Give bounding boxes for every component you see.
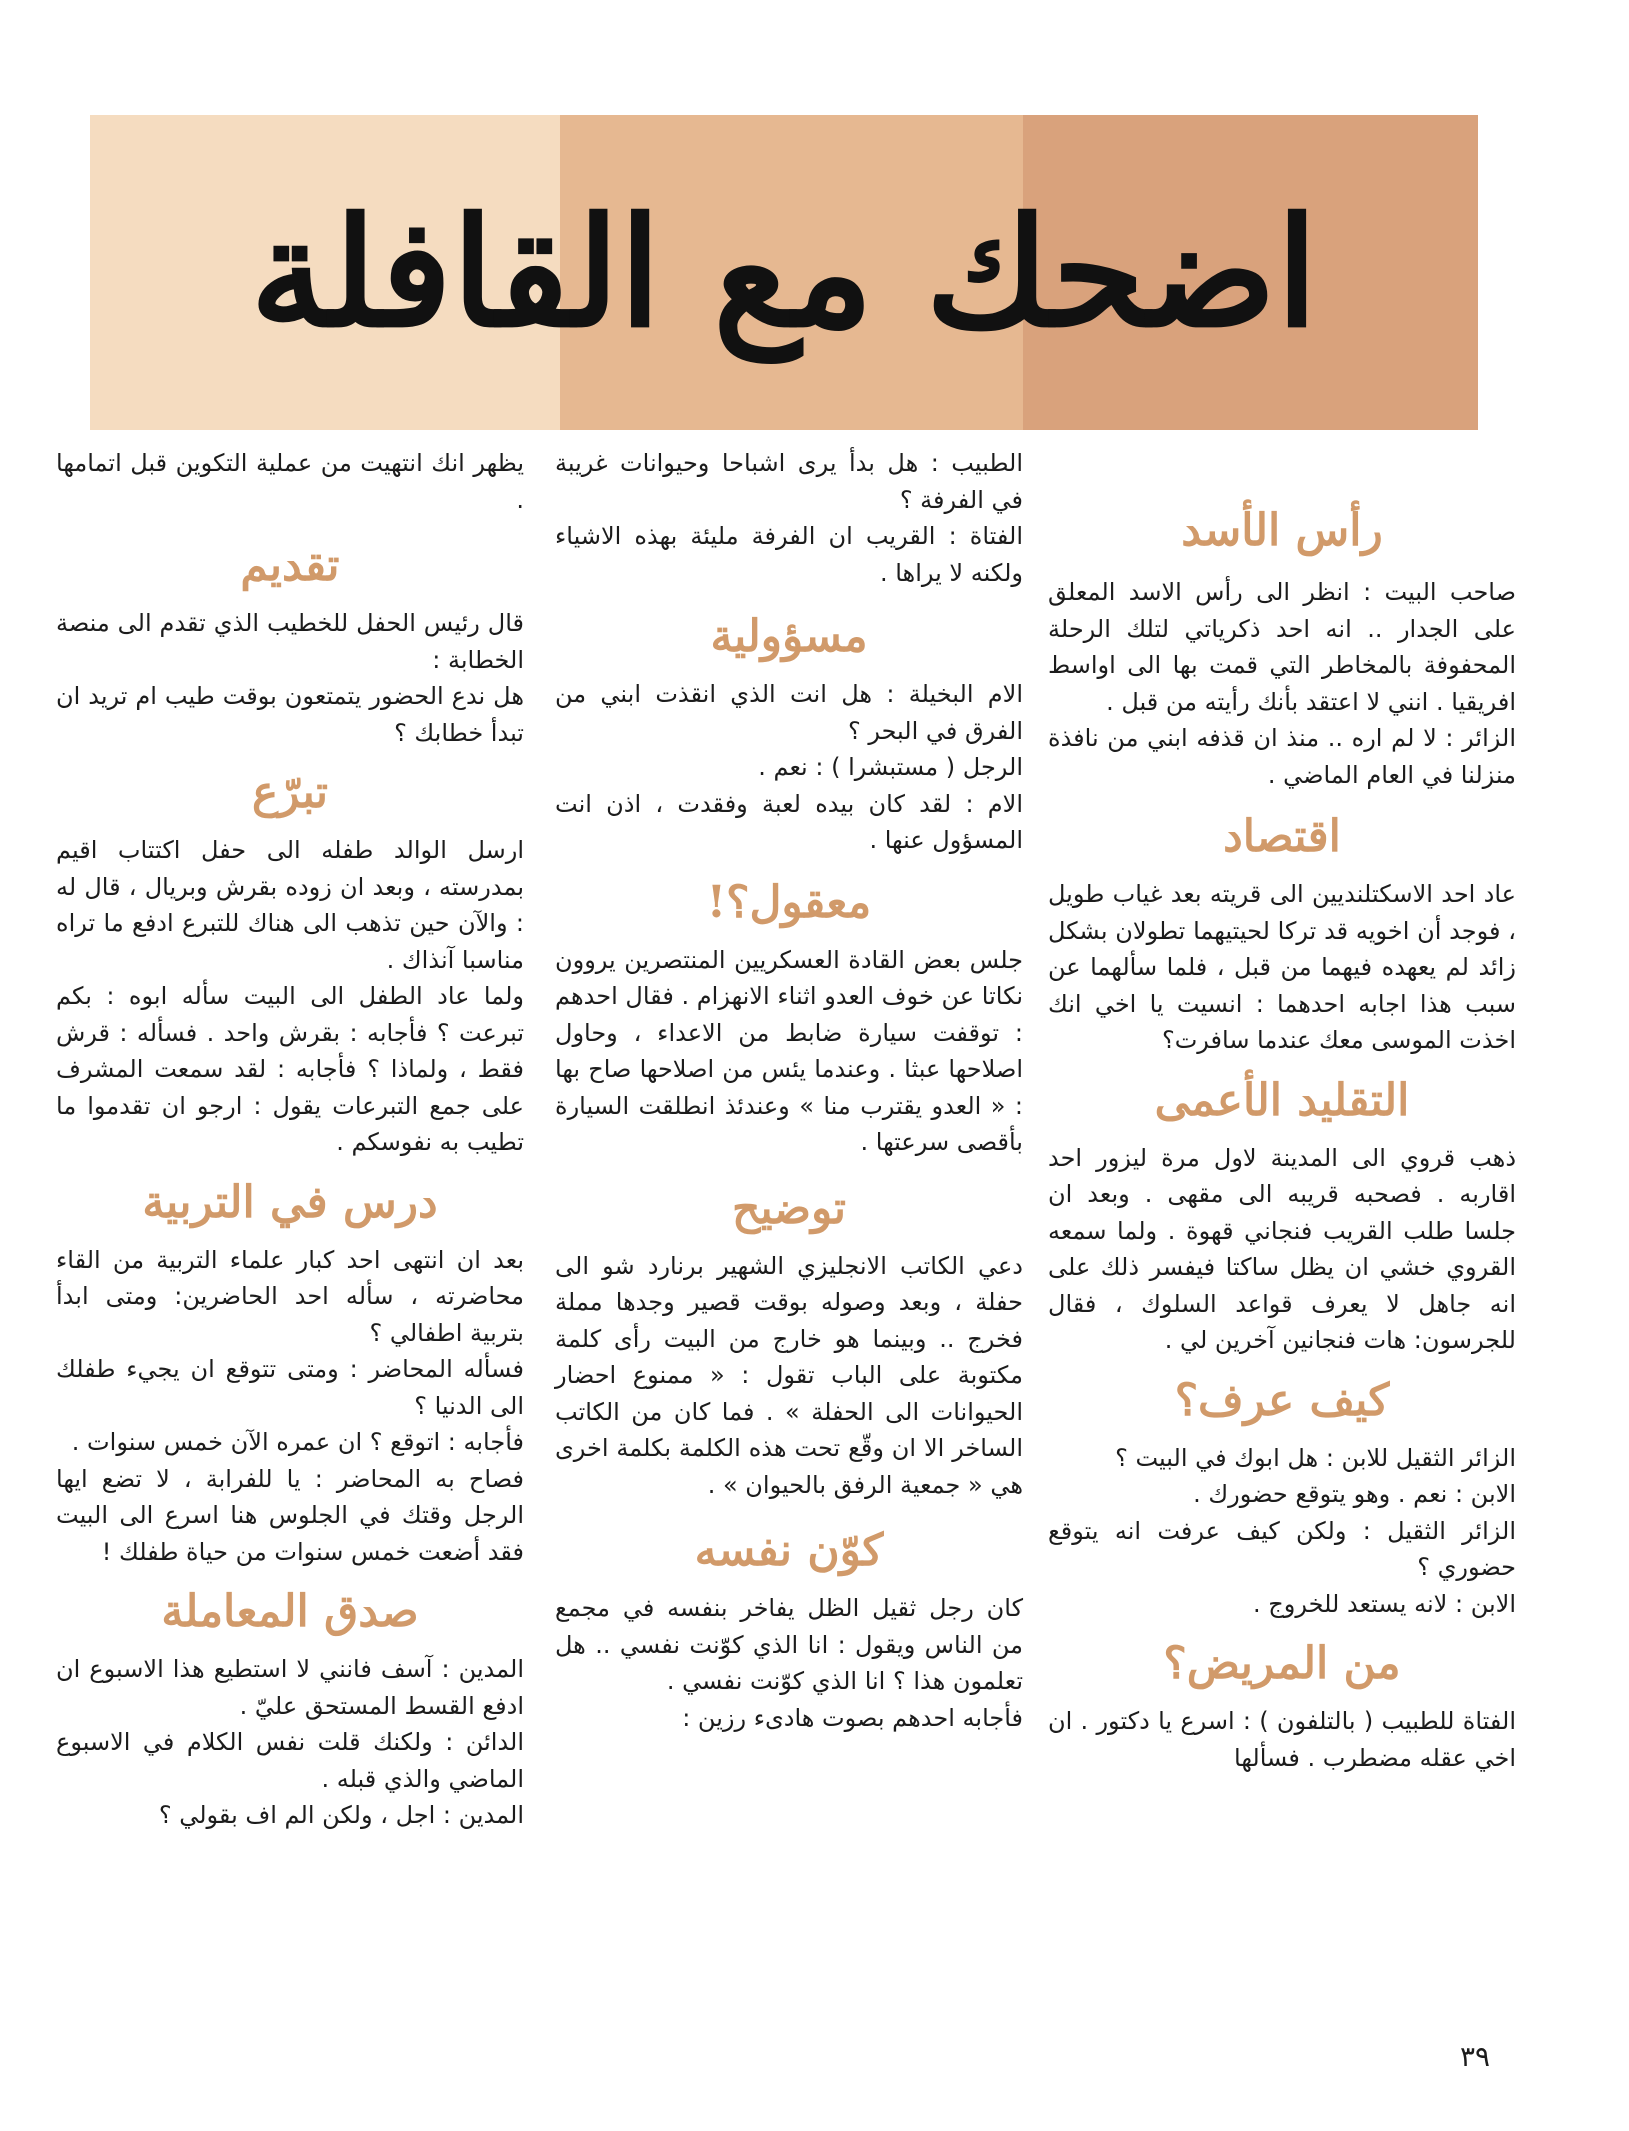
paragraph: الزائر الثقيل : ولكن كيف عرفت انه يتوقع حضوري ؟ [1048, 1516, 1516, 1581]
column-left [56, 445, 524, 1834]
paragraph: ذهب قروي الى المدينة لاول مرة ليزور احد اقاربه . فصحبه قريبه الى مقهى . وبعد ان جلسا طلب القريب فنجاني قهوة . ولما سمعه القروي خشي ان يظل ساكتا فيفسر ذلك على انه جاهل لا يعرف قواعد السلوك ، فقال للجرسون: هات فنجانين آخرين لي . [1048, 1143, 1516, 1354]
paragraph: فسأله المحاضر : ومتى تتوقع ان يجيء طفلك الى الدنيا ؟ [56, 1355, 524, 1420]
paragraph: المدين : آسف فانني لا استطيع هذا الاسبوع ان ادفع القسط المستحق عليّ . [56, 1655, 524, 1720]
heading-economy: اقتصاد [1223, 811, 1341, 862]
column-middle [555, 445, 1023, 1736]
heading-honest-dealing: صدق المعاملة [161, 1586, 419, 1637]
paragraph: الام البخيلة : هل انت الذي انقذت ابني من الفرق في البحر ؟ [555, 680, 1023, 745]
heading-reasonable: معقول؟! [706, 876, 872, 928]
heading-responsibility: مسؤولية [710, 611, 868, 662]
paragraph: الابن : لانه يستعد للخروج . [1253, 1589, 1516, 1618]
paragraph: عاد احد الاسكتلنديين الى قريته بعد غياب طويل ، فوجد أن اخويه قد تركا لحيتيهما تطولان بشكل زائد لم يعهده فيهما من قبل ، فلما سألهما عن سبب هذا اجابه احدهما : انسيت يا اخي انك اخذت الموسى معك عندما سافرت؟ [1048, 880, 1516, 1054]
heading-lesson-in-education: درس في التربية [142, 1176, 438, 1228]
paragraph: يظهر انك انتهيت من عملية التكوين قبل اتمامها . [56, 449, 524, 514]
paragraph: الرجل ( مستبشرا ) : نعم . [758, 753, 1023, 781]
paragraph: ارسل الوالد طفله الى حفل اكتتاب اقيم بمدرسته ، وبعد ان زوده بقرش وبريال ، قال له : والآن حين تذهب الى هناك للتبرع ادفع ما تراه مناسبا آنذاك . [56, 836, 524, 974]
paragraph: الطبيب : هل بدأ يرى اشباحا وحيوانات غريبة في الفرفة ؟ [555, 449, 1023, 514]
paragraph: الام : لقد كان بيده لعبة وفقدت ، اذن انت المسؤول عنها . [555, 789, 1023, 854]
column-right [1048, 445, 1516, 1776]
paragraph: الدائن : ولكنك قلت نفس الكلام في الاسبوع الماضي والذي قبله . [56, 1728, 524, 1793]
paragraph: بعد ان انتهى احد كبار علماء التربية من القاء محاضرته ، سأله احد الحاضرين: ومتى ابدأ بتربية اطفالي ؟ [56, 1245, 524, 1347]
paragraph: ولما عاد الطفل الى البيت سأله ابوه : بكم تبرعت ؟ فأجابه : بقرش واحد . فسأله : قرش فقط ، ولماذا ؟ فأجابه : لقد سمعت المشرف على جمع التبرعات يقول : ارجو ان تقدموا ما تطيب به نفوسكم . [56, 982, 524, 1156]
page-number: ٣٩ [1460, 2040, 1491, 2073]
title-banner [90, 115, 1478, 430]
heading-self-made: كوّن نفسه [694, 1525, 884, 1576]
paragraph: هل ندع الحضور يتمتعون بوقت طيب ام تريد ان تبدأ خطابك ؟ [56, 682, 524, 747]
paragraph: جلس بعض القادة العسكريين المنتصرين يروون نكاتا عن خوف العدو اثناء الانهزام . فقال احدهم : توقفت سيارة ضابط من الاعداء ، وحاول اصلاحها عبثا . وعندما يئس من اصلاحها صاح بها : « العدو يقترب منا » وعندئذ انطلقت السيارة بأقصى سرعتها . [555, 945, 1023, 1156]
paragraph: الفتاة للطبيب ( بالتلفون ) : اسرع يا دكتور . ان اخي عقله مضطرب . فسألها [1048, 1707, 1516, 1772]
paragraph: الزائر الثقيل للابن : هل ابوك في البيت ؟ [1115, 1443, 1516, 1472]
heading-donation: تبرّع [251, 767, 329, 818]
paragraph: المدين : اجل ، ولكن الم اف بقولي ؟ [158, 1801, 524, 1829]
paragraph: كان رجل ثقيل الظل يفاخر بنفسه في مجمع من الناس ويقول : انا الذي كوّنت نفسي .. هل تعلمون هذا ؟ انا الذي كوّنت نفسي . [555, 1594, 1023, 1695]
heading-introduction: تقديم [240, 540, 340, 591]
paragraph: الفتاة : القريب ان الفرفة مليئة بهذه الاشياء ولكنه لا يراها . [555, 522, 1023, 587]
page-title: اضحك مع القافلة [250, 184, 1318, 361]
paragraph: فصاح به المحاضر : يا للفرابة ، لا تضع ايها الرجل وقتك في الجلوس هنا اسرع الى البيت فقد أضعت خمس سنوات من حياة طفلك ! [56, 1464, 524, 1566]
heading-how-did-he-know: كيف عرف؟ [1174, 1374, 1390, 1426]
paragraph: قال رئيس الحفل للخطيب الذي تقدم الى منصة الخطابة : [56, 609, 524, 674]
paragraph: فأجابه : اتوقع ؟ ان عمره الآن خمس سنوات . [71, 1428, 524, 1456]
heading-lion-head: رأس الأسد [1181, 505, 1383, 556]
heading-blind-imitation: التقليد الأعمى [1154, 1074, 1410, 1126]
paragraph: الابن : نعم . وهو يتوقع حضورك . [1193, 1480, 1516, 1508]
paragraph: الزائر : لا لم اره .. منذ ان قذفه ابني من نافذة منزلنا في العام الماضي . [1048, 724, 1516, 789]
paragraph: صاحب البيت : انظر الى رأس الاسد المعلق على الجدار .. انه احد ذكرياتي لتلك الرحلة المحفوفة بالمخاطر التي قمت بها الى اواسط افريقيا . انني لا اعتقد بأنك رأيته من قبل . [1048, 578, 1516, 716]
heading-who-is-sick: من المريض؟ [1163, 1638, 1401, 1689]
paragraph: فأجابه احدهم بصوت هادىء رزين : [682, 1703, 1023, 1732]
heading-clarification: توضيح [731, 1182, 847, 1234]
paragraph: دعي الكاتب الانجليزي الشهير برنارد شو الى حفلة ، وبعد وصوله بوقت قصير وجدها مملة فخرج .. وبينما هو خارج من البيت رأى كلمة مكتوبة على الباب تقول : « ممنوع احضار الحيوانات الى الحفلة » . فما كان من الكاتب الساخر الا ان وقّع تحت هذه الكلمة بكلمة اخرى هي « جمعية الرفق بالحيوان » . [555, 1251, 1023, 1499]
